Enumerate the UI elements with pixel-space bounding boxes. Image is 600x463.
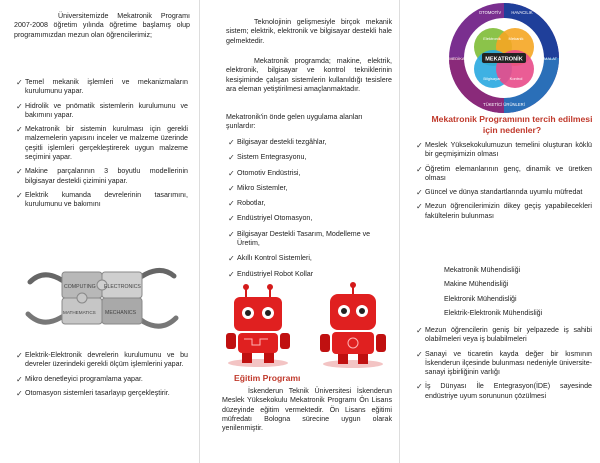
reasons-list-b [416, 326, 592, 406]
list-item: Makine Mühendisliği [444, 280, 509, 289]
faculties-list [444, 266, 594, 318]
list-item: ✓ İş Dünyası İle Entegrasyon(İDE) sayesinde endüstriye uyum sorununun çözülmesi [416, 382, 592, 401]
puzzle-word: ELECTRONICS [104, 284, 141, 290]
diagram-label: Bilgisayar [483, 76, 501, 81]
diagram-label: Mekanik [508, 36, 524, 41]
diagram-ring-label: İMALAT [542, 56, 558, 61]
list-item: ✓ Elektrik kumanda devrelerinin tasarımını, kurulumunu ve bakımını [16, 191, 188, 210]
list-item: ✓ Mikro denetleyici programlama yapar. [16, 375, 188, 384]
list-item: ✓ Sanayi ve ticaretin kayda değer bir kısmının İskenderun ilçesinde bulunması nedeniyle üniversite-sanayi işbirliğinin varlığı [416, 350, 592, 378]
list-item: ✓ Akıllı Kontrol Sistemleri, [228, 254, 394, 263]
puzzle-word: MECHANICS [105, 310, 137, 316]
column-middle [200, 0, 400, 463]
list-item: ✓ Endüstriyel Robot Kollar [228, 270, 394, 279]
list-item: ✓ Mezun öğrencilerimizin dikey geçiş yapabilecekleri fakültelerin bulunması [416, 202, 592, 221]
puzzle-word: MATHEMATICS [63, 310, 96, 315]
list-item: ✓ Elektrik-Elektronik devrelerin kurulumunu ve bu devreler üzerindeki gerekli ölçüm işlemlerini yapar. [16, 351, 188, 370]
list-item: ✓ Hidrolik ve pnömatik sistemlerin kurulumunu ve bakımını yapar. [16, 102, 188, 121]
program-aim-paragraph: Mekatronik programda; makine, elektrik, elektronik, bilgisayar ve kontrol tekniklerinin kesişiminde çalışan sistemlerin kullanıldığı tesislere ara eleman yetiştirilmesi amaçlanmaktadır. [226, 57, 392, 93]
list-item: Mekatronik Mühendisliği [444, 266, 521, 274]
list-item: ✓ Robotlar, [228, 199, 394, 208]
list-item: ✓ Otomasyon sistemleri tasarlayıp gerçekleştirir. [16, 389, 188, 398]
application-areas-intro: Mekatronik'in önde gelen uygulama alanları şunlardır: [226, 113, 363, 131]
list-item: ✓ Mikro Sistemler, [228, 184, 394, 193]
intro-paragraph-technology: Teknolojinin gelişmesiyle birçok mekanik sistem; elektrik, elektronik ve bilgisayar destekli hale gelmektedir. [226, 18, 392, 45]
list-item: ✓ Güncel ve dünya standartlarında uyumlu müfredat [416, 188, 592, 197]
list-item: ✓ Mekatronik bir sistemin kurulması için gerekli malzemelerin yapısını inceler ve malzeme üzerinde çeşitli işlemleri gerçekleştirerek uygun malzeme seçimini yapar. [16, 125, 188, 162]
list-item: Elektronik Mühendisliği [444, 294, 517, 303]
reasons-heading: Mekatronik Programının tercih edilmesi için nedenler? [431, 114, 593, 135]
puzzle-word: COMPUTING [64, 284, 96, 290]
list-item: ✓ Endüstriyel Otomasyon, [228, 214, 394, 223]
application-areas-list [228, 138, 394, 284]
list-item: ✓ Bilgisayar Destekli Tasarım, Modelleme ve Üretim, [228, 230, 394, 249]
column-right [400, 0, 600, 463]
reasons-list-a [416, 141, 592, 226]
mechatronics-diagram [448, 2, 560, 114]
education-program-heading: Eğitim Programı [234, 373, 301, 383]
robot-illustration-left [224, 283, 292, 367]
diagram-ring-label: OTOMOTİV [478, 10, 502, 15]
intro-paragraph: Üniversitemizde Mekatronik Programı 2007-2008 öğretim yılında öğretime başlamış olup programımızdan mezun olan öğrencilerimiz; [14, 12, 190, 39]
list-item: ✓ Meslek Yüksekokulumuzun temelini oluşturan köklü bir geçmişimizin olması [416, 141, 592, 160]
list-item: ✓ Sistem Entegrasyonu, [228, 153, 394, 162]
list-item: ✓ Bilgisayar destekli tezgâhlar, [228, 138, 394, 147]
list-item: ✓ Temel mekanik işlemleri ve mekanizmaların kurulumunu yapar. [16, 78, 188, 97]
list-item: ✓ Otomotiv Endüstrisi, [228, 169, 394, 178]
diagram-label: Kontrol [509, 76, 523, 81]
puzzle-illustration [22, 252, 182, 344]
column-left [0, 0, 200, 463]
education-program-paragraph: İskenderun Teknik Üniversitesi İskenderun Meslek Yüksekokulu Mekatronik Programı Ön Lisans düzeyinde eğitim vermektedir. Ön Lisans eğitimi müfredatı Bologna sürecine uygun olarak yenilenmiştir. [222, 387, 392, 433]
diagram-center-label: MEKATRONİK [485, 56, 523, 63]
graduate-skills-list-bottom [16, 351, 188, 403]
robot-illustration-right [318, 282, 388, 368]
diagram-label: Elektronik [483, 36, 501, 41]
diagram-ring-label: TÜKETİCİ ÜRÜNLERİ [483, 102, 525, 107]
diagram-ring-label: HAVACILIK [511, 10, 533, 15]
list-item: ✓ Makine parçalarının 3 boyutlu modellerinin bilgisayar destekli çizimini yapar. [16, 167, 188, 186]
diagram-ring-label: MEDİKAL [449, 56, 467, 61]
list-item: ✓ Öğretim elemanlarının genç, dinamik ve üretken olması [416, 165, 592, 184]
list-item: ✓ Mezun öğrencilerin geniş bir yelpazede iş sahibi olabilmeleri veya iş bulabilmeleri [416, 326, 592, 345]
list-item: Elektrik-Elektronik Mühendisliği [444, 308, 543, 317]
graduate-skills-list-top [16, 78, 188, 215]
